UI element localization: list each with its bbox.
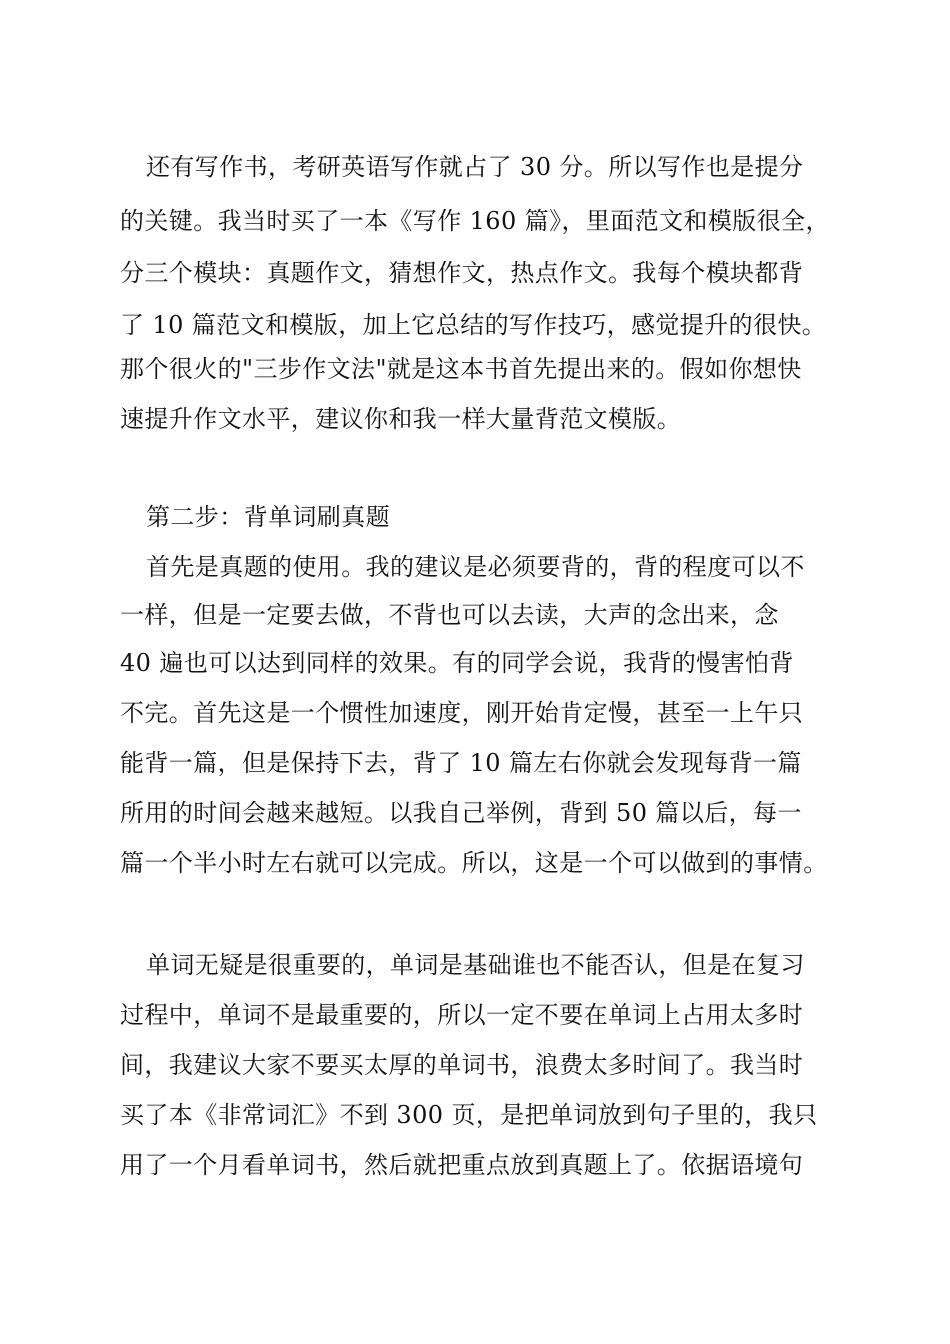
text-line: 用了一个月看单词书，然后就把重点放到真题上了。依据语境句	[120, 1151, 804, 1179]
text-line: 了 10 篇范文和模版，加上它总结的写作技巧，感觉提升的很快。	[120, 311, 827, 339]
text-line: 能背一篇，但是保持下去，背了 10 篇左右你就会发现每背一篇	[120, 749, 802, 777]
text-line: 间，我建议大家不要买太厚的单词书，浪费太多时间了。我当时	[120, 1051, 804, 1079]
text-line: 的关键。我当时买了一本《写作 160 篇》，里面范文和模版很全，	[120, 207, 830, 235]
text-line: 那个很火的"三步作文法"就是这本书首先提出来的。假如你想快	[120, 355, 802, 383]
text-line: 过程中，单词不是最重要的，所以一定不要在单词上占用太多时	[120, 1001, 804, 1029]
text-line: 篇一个半小时左右就可以完成。所以，这是一个可以做到的事情。	[120, 849, 828, 877]
text-line: 不完。首先这是一个惯性加速度，刚开始肯定慢，甚至一上午只	[120, 699, 804, 727]
text-line: 分三个模块：真题作文，猜想作文，热点作文。我每个模块都背	[120, 259, 804, 287]
section-heading: 第二步：背单词刷真题	[146, 503, 390, 531]
text-line: 所用的时间会越来越短。以我自己举例，背到 50 篇以后，每一	[120, 799, 802, 827]
text-line: 首先是真题的使用。我的建议是必须要背的，背的程度可以不	[146, 553, 805, 581]
text-line: 买了本《非常词汇》不到 300 页，是把单词放到句子里的，我只	[120, 1101, 818, 1129]
text-line: 速提升作文水平，建议你和我一样大量背范文模版。	[120, 405, 682, 433]
text-line: 还有写作书，考研英语写作就占了 30 分。所以写作也是提分	[146, 153, 804, 181]
text-line: 单词无疑是很重要的，单词是基础谁也不能否认，但是在复习	[146, 951, 805, 979]
text-line: 一样，但是一定要去做，不背也可以去读，大声的念出来，念	[120, 601, 779, 629]
text-line: 40 遍也可以达到同样的效果。有的同学会说，我背的慢害怕背	[120, 649, 794, 677]
